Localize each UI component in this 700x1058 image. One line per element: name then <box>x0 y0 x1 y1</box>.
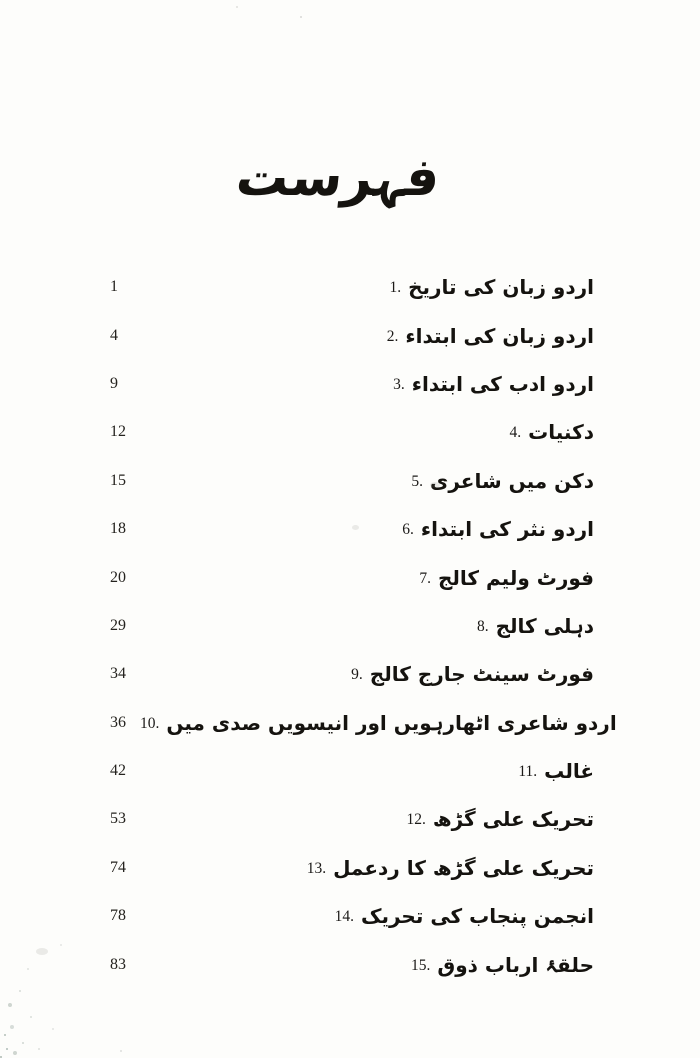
entry-number: 3. <box>393 375 405 393</box>
entry-number: 5. <box>411 472 424 490</box>
toc-row <box>110 650 594 698</box>
page-number: 20 <box>110 568 126 586</box>
table-of-contents <box>110 263 617 989</box>
entry-number: 13. <box>306 859 327 877</box>
page-number: 74 <box>110 858 126 876</box>
toc-row <box>110 553 594 601</box>
page-number: 18 <box>110 520 126 538</box>
toc-entry <box>387 324 594 348</box>
entry-title: اردو نثر کی ابتداء <box>420 517 594 542</box>
entry-title: تحریک علی گڑھ <box>432 807 594 832</box>
entry-title: تحریک علی گڑھ کا ردعمل <box>333 855 594 880</box>
entry-number: 15. <box>410 956 431 974</box>
toc-row <box>110 892 594 940</box>
entry-number: 8. <box>476 617 489 635</box>
toc-row <box>110 699 617 747</box>
entry-title: فورٹ سینٹ جارج کالج <box>369 662 594 687</box>
scan-smudge <box>352 525 359 530</box>
page-number: 34 <box>110 665 126 683</box>
entry-number: 12. <box>406 811 426 829</box>
toc-entry <box>477 614 594 638</box>
toc-row <box>110 940 594 988</box>
scan-smudge <box>430 482 440 488</box>
toc-entry <box>335 904 594 928</box>
entry-title: فورٹ ولیم کالج <box>437 565 594 590</box>
page-number: 1 <box>110 278 118 296</box>
toc-row <box>110 747 594 795</box>
page-number: 53 <box>110 810 126 828</box>
entry-title: انجمن پنجاب کی تحریک <box>361 904 594 929</box>
scan-smudge <box>36 948 48 955</box>
page-number: 83 <box>110 955 126 973</box>
toc-row <box>110 602 594 650</box>
page-number: 78 <box>110 907 126 925</box>
entry-title: اردو زبان کی ابتداء <box>405 323 594 348</box>
entry-title: اردو زبان کی تاریخ <box>408 275 594 300</box>
toc-row <box>110 457 594 505</box>
page-number: 42 <box>110 762 126 780</box>
toc-entry <box>393 372 594 396</box>
toc-entry <box>140 711 617 735</box>
page-number: 36 <box>110 713 126 731</box>
toc-entry <box>351 662 594 686</box>
toc-entry <box>518 759 594 783</box>
entry-title: دہلی کالج <box>495 613 594 638</box>
entry-title: اردو ادب کی ابتداء <box>411 371 594 396</box>
entry-number: 1. <box>389 279 402 297</box>
entry-number: 9. <box>351 666 363 684</box>
entry-title: غالب <box>544 759 594 784</box>
toc-row <box>110 795 594 843</box>
page-number: 15 <box>110 471 126 489</box>
page-number: 4 <box>110 326 118 344</box>
toc-entry <box>307 856 594 880</box>
toc-entry <box>402 517 594 541</box>
entry-number: 4. <box>509 424 522 442</box>
toc-entry <box>411 469 594 493</box>
toc-row <box>110 263 594 311</box>
entry-number: 11. <box>518 763 538 781</box>
page-number: 9 <box>110 374 118 392</box>
page-number: 12 <box>110 423 126 441</box>
entry-number: 10. <box>140 714 160 732</box>
toc-row <box>110 360 594 408</box>
entry-number: 14. <box>334 908 354 926</box>
toc-entry <box>411 953 594 977</box>
entry-number: 2. <box>386 327 399 345</box>
entry-title: حلقۂ ارباب ذوق <box>437 952 594 977</box>
toc-entry <box>419 566 594 590</box>
entry-title: دکنیات <box>528 420 594 445</box>
toc-entry <box>510 420 594 444</box>
entry-number: 7. <box>419 569 431 587</box>
toc-entry <box>389 275 594 299</box>
toc-row <box>110 408 594 456</box>
toc-row <box>110 844 594 892</box>
toc-entry <box>406 807 594 831</box>
toc-row <box>110 311 594 359</box>
page-number: 29 <box>110 616 126 634</box>
entry-title: اردو شاعری اٹھارہویں اور انیسویں صدی میں <box>166 710 617 735</box>
page-title: فہرست <box>233 148 443 208</box>
entry-title: دکن میں شاعری <box>430 468 594 493</box>
entry-number: 6. <box>402 521 414 539</box>
